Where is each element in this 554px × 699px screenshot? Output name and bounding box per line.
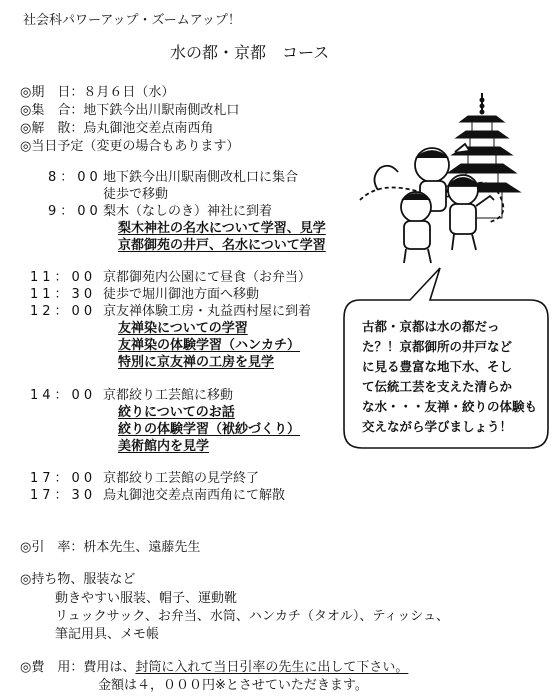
schedule-text: 京都御苑内公園にて昼食（お弁当） xyxy=(103,270,312,285)
info-value: （変更の場合もあります） xyxy=(83,139,240,154)
bubble-line: な水・・・友禅・絞りの体験も xyxy=(362,399,538,414)
schedule-text: 梨木神社の名水について学習、見学 xyxy=(118,221,326,236)
schedule-text: 美術館内を見学 xyxy=(118,439,210,454)
schedule-text: 烏丸御池交差点南西角にて解散 xyxy=(103,488,286,503)
info-value: 地下鉄今出川駅南側改札口 xyxy=(83,103,240,118)
schedule-time: 9：00 xyxy=(48,204,102,219)
schedule-time: 17：30 xyxy=(30,488,97,503)
fee-info xyxy=(20,660,408,676)
schedule-time: 14：00 xyxy=(30,388,97,403)
belongings-line: 筆記用具、メモ帳 xyxy=(55,627,160,642)
fee-amount: 金額は４，０００円※とさせていただきます。 xyxy=(98,678,368,693)
leader-label: ◎引 率： xyxy=(20,540,84,555)
info-value: ８月６日（水） xyxy=(83,85,175,100)
bubble-line: 古都・京都は水の都だっ xyxy=(362,319,500,334)
belongings-label: ◎持ち物、服装など xyxy=(20,572,136,587)
bubble-line: に見る豊富な地下水、そし xyxy=(362,359,513,374)
info-value: 烏丸御池交差点南西角 xyxy=(83,121,214,136)
bubble-line: た？！京都御所の井戸など xyxy=(362,339,513,354)
header-text: 社会科パワーアップ・ズームアップ！ xyxy=(23,13,241,28)
schedule-time: 11：00 xyxy=(30,270,97,285)
schedule-text: 徒歩で移動 xyxy=(103,187,169,202)
schedule-time: 17：00 xyxy=(30,471,97,486)
info-label: ◎解 散： xyxy=(20,121,84,136)
belongings-line: 動きやすい服装、帽子、運動靴 xyxy=(55,591,238,606)
info-label: ◎集 合： xyxy=(20,103,84,118)
fee-text: 費用は、 xyxy=(83,660,136,675)
info-label: ◎期 日： xyxy=(20,85,84,100)
page-title: 水の都・京都 コース xyxy=(170,43,330,62)
schedule-text: 京都御苑の井戸、名水について学習 xyxy=(118,238,326,253)
fee-label: ◎費 用： xyxy=(20,660,84,675)
schedule-time: 8：00 xyxy=(48,170,102,185)
schedule-text: 京友禅体験工房・丸益西村屋に到着 xyxy=(103,304,312,319)
leader-info xyxy=(20,540,200,556)
speech-bubble-text xyxy=(362,317,537,437)
schedule-text: 京都絞り工芸館に移動 xyxy=(103,388,234,403)
schedule-text: 友禅染についての学習 xyxy=(118,321,248,336)
info-label: ◎当日予定 xyxy=(20,139,84,154)
schedule-text: 梨木（なしのき）神社に到着 xyxy=(103,204,273,219)
schedule-text: 友禅染の体験学習（ハンカチ） xyxy=(118,338,301,353)
bubble-line: て伝統工芸を支えた清らか xyxy=(362,379,513,394)
schedule-text: 京都絞り工芸館の見学終了 xyxy=(103,471,260,486)
schedule-text: 地下鉄今出川駅南側改札口に集合 xyxy=(103,170,299,185)
schedule-text: 特別に京友禅の工房を見学 xyxy=(118,355,275,370)
leader-value: 枡本先生、遠藤先生 xyxy=(83,540,201,555)
schedule-time: 11：30 xyxy=(30,287,97,302)
belongings-line: リュックサック、お弁当、水筒、ハンカチ（タオル）、ティッシュ、 xyxy=(55,609,450,624)
bubble-line: 交えながら学びましょう！ xyxy=(362,419,513,434)
schedule-time: 12：00 xyxy=(30,304,97,319)
fee-instruction: 封筒に入れて当日引率の先生に出して下さい。 xyxy=(135,660,409,675)
schedule-text: 絞りについてのお話 xyxy=(118,405,235,420)
schedule-text: 徒歩で堀川御池方面へ移動 xyxy=(103,287,260,302)
schedule-text: 絞りの体験学習（袱紗づくり） xyxy=(118,422,301,437)
